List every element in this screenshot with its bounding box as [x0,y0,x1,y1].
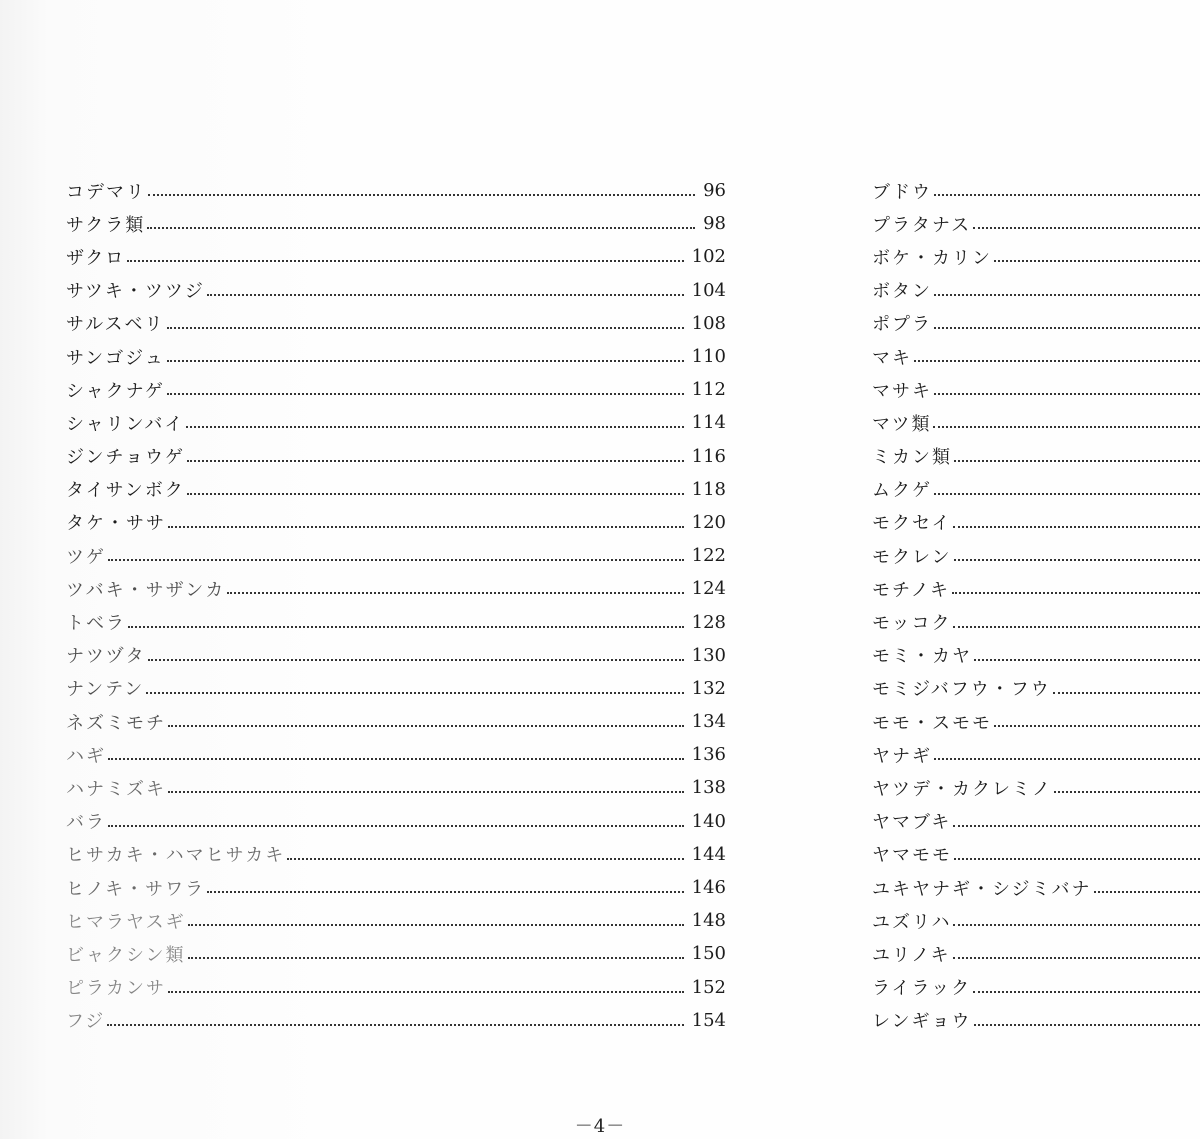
toc-entry-title: バラ [66,812,106,834]
toc-entry [872,506,1200,539]
toc-entry [872,771,1200,804]
toc-entry-title: ヤナギ [872,745,932,767]
toc-entry-title: ヤマモモ [872,845,952,867]
dot-leader [186,425,683,428]
dot-leader [127,259,683,262]
toc-entry [872,572,1200,605]
dot-leader [934,757,1200,760]
toc-right-column [872,174,1200,1037]
toc-entry-page: 96 [703,180,726,202]
dot-leader [933,425,1200,428]
toc-entry [66,440,726,473]
toc-entry [872,838,1200,871]
toc-entry [66,307,726,340]
toc-entry [66,605,726,638]
dot-leader [974,658,1200,661]
dot-leader [953,956,1200,959]
toc-entry-title: モミジバフウ・フウ [872,679,1051,701]
dot-leader [108,824,684,827]
dot-leader [954,558,1200,561]
toc-entry-page: 124 [691,578,726,600]
toc-entry [66,639,726,672]
toc-entry [872,705,1200,738]
toc-entry [66,871,726,904]
toc-entry-title: ムクゲ [872,480,932,502]
toc-entry-title: モッコク [872,613,952,635]
toc-entry-title: ヒノキ・サワラ [66,878,206,900]
toc-entry-page: 118 [691,478,726,500]
dot-leader [148,193,695,196]
toc-entry-page: 150 [691,943,726,965]
dot-leader [973,226,1200,229]
dot-leader [107,1023,683,1026]
toc-entry-page: 104 [691,279,726,301]
toc-entry [66,340,726,373]
toc-entry [66,473,726,506]
page-number: －4－ [574,1116,626,1137]
toc-entry [872,307,1200,340]
dot-leader [1094,890,1200,893]
toc-entry-page: 152 [691,976,726,998]
toc-entry-page: 130 [691,644,726,666]
toc-entry [66,904,726,937]
toc-entry [872,406,1200,439]
toc-entry-title: ナツヅタ [66,646,146,668]
toc-entry [872,240,1200,273]
toc-entry [66,937,726,970]
toc-entry [872,971,1200,1004]
toc-entry-title: ボタン [872,281,932,303]
toc-entry-page: 148 [691,910,726,932]
toc-entry-title: ヒサカキ・ハマヒサカキ [66,845,286,867]
toc-entry [66,207,726,240]
toc-entry [66,1004,726,1037]
toc-entry-page: 98 [703,213,726,235]
toc-entry [66,174,726,207]
toc-entry-page: 154 [691,1009,726,1031]
toc-entry-title: ナンテン [66,679,145,701]
dot-leader [108,757,684,760]
toc-entry-title: サルスベリ [66,314,165,336]
toc-entry [872,440,1200,473]
toc-entry-title: ブドウ [872,181,932,203]
toc-entry-title: ボケ・カリン [872,247,992,269]
toc-entry [872,473,1200,506]
toc-entry-page: 136 [691,744,726,766]
dot-leader [994,259,1200,262]
toc-entry-page: 128 [691,611,726,633]
toc-entry [872,639,1200,672]
toc-entry-title: モモ・スモモ [872,712,992,734]
dot-leader [934,326,1200,329]
toc-entry-page: 138 [691,777,726,799]
toc-entry [66,274,726,307]
toc-entry-page: 102 [691,246,726,268]
dot-leader [953,824,1200,827]
toc-entry [66,406,726,439]
toc-entry-page: 108 [691,312,726,334]
dot-leader [187,459,684,462]
dot-leader [187,492,684,495]
dot-leader [207,890,684,893]
toc-entry-title: ポプラ [872,314,932,336]
dot-leader [128,625,684,628]
toc-entry-title: サンゴジュ [66,347,165,369]
toc-entry-title: ツバキ・サザンカ [66,579,226,601]
toc-entry-title: ユリノキ [872,944,951,966]
dot-leader [168,525,684,528]
dot-leader [934,492,1200,495]
dot-leader [108,558,684,561]
toc-entry-title: タイサンボク [66,480,185,502]
toc-entry-title: モクセイ [872,513,952,535]
toc-entry-title: ミカン類 [872,447,952,469]
toc-entry-title: ライラック [872,978,972,1000]
toc-entry-page: 146 [691,877,726,899]
toc-entry [872,539,1200,572]
toc-entry-page: 112 [691,379,726,401]
toc-entry [66,705,726,738]
toc-entry-title: シャクナゲ [66,380,165,402]
toc-entry [66,771,726,804]
toc-entry [872,373,1200,406]
dot-leader [147,226,695,229]
toc-entry-title: ジンチョウゲ [66,447,186,469]
toc-entry-title: モミ・カヤ [872,646,972,668]
toc-entry [66,738,726,771]
toc-entry [66,373,726,406]
toc-entry [872,174,1200,207]
toc-entry [872,274,1200,307]
dot-leader [148,658,684,661]
toc-entry-page: 132 [691,677,726,699]
toc-entry-title: ザクロ [66,247,126,269]
toc-entry-title: タケ・ササ [66,513,166,535]
toc-entry-title: ビャクシン類 [66,944,186,966]
toc-entry-page: 116 [691,445,726,467]
toc-entry [66,506,726,539]
dot-leader [953,923,1200,926]
toc-entry-page: 114 [691,412,726,434]
dot-leader [188,923,684,926]
dot-leader [954,857,1200,860]
dot-leader [287,857,683,860]
toc-entry [872,207,1200,240]
toc-entry-title: マサキ [872,380,932,402]
toc-entry [872,738,1200,771]
dot-leader [207,293,684,296]
toc-entry-title: ヒマラヤスギ [66,911,186,933]
dot-leader [974,1023,1200,1026]
dot-leader [954,459,1200,462]
dot-leader [167,359,684,362]
toc-entry-title: ヤマブキ [872,812,952,834]
toc-entry-title: ハナミズキ [66,778,166,800]
toc-entry [872,904,1200,937]
toc-entry-title: レンギョウ [872,1011,972,1033]
dot-leader [934,293,1200,296]
toc-entry [872,1004,1200,1037]
toc-entry [872,871,1200,904]
dot-leader [146,691,683,694]
toc-left-column [66,174,726,1037]
toc-entry-title: ピラカンサ [66,978,166,1000]
dot-leader [168,790,684,793]
toc-entry-title: ネズミモチ [66,712,166,734]
dot-leader [934,392,1200,395]
toc-entry-page: 122 [691,545,726,567]
toc-entry-title: マツ類 [872,413,932,435]
toc-entry-title: ハギ [66,745,106,767]
toc-entry [872,805,1200,838]
toc-entry-title: モクレン [872,546,952,568]
toc-entry-title: ヤツデ・カクレミノ [872,778,1052,800]
toc-entry-page: 110 [691,346,726,368]
dot-leader [167,392,684,395]
toc-entry [66,539,726,572]
toc-entry-title: トベラ [66,613,126,635]
toc-entry [872,672,1200,705]
toc-entry [872,937,1200,970]
toc-entry [872,340,1200,373]
toc-entry-title: モチノキ [872,579,951,601]
toc-entry-title: プラタナス [872,214,972,236]
toc-entry [66,838,726,871]
dot-leader [188,956,684,959]
toc-entry-page: 134 [691,711,726,733]
dot-leader [1054,790,1200,793]
dot-leader [168,724,684,727]
toc-entry [872,605,1200,638]
toc-entry-page: 140 [691,810,726,832]
toc-entry [66,572,726,605]
dot-leader [952,591,1200,594]
dot-leader [167,326,684,329]
dot-leader [227,591,683,594]
dot-leader [914,359,1200,362]
dot-leader [168,990,684,993]
toc-entry-page: 120 [691,511,726,533]
toc-entry-title: マキ [872,347,912,369]
toc-entry-title: コデマリ [66,181,146,203]
dot-leader [953,525,1200,528]
toc-entry-title: サツキ・ツツジ [66,281,205,303]
toc-entry-title: ツゲ [66,546,106,568]
toc-entry-title: サクラ類 [66,214,146,236]
toc-entry [66,805,726,838]
dot-leader [934,193,1200,196]
toc-entry-title: フジ [66,1011,106,1033]
dot-leader [994,724,1200,727]
toc-entry-title: ユキヤナギ・シジミバナ [872,878,1092,900]
toc-entry-page: 144 [691,843,726,865]
toc-entry-title: ユズリハ [872,911,952,933]
toc-entry-title: シャリンバイ [66,413,185,435]
toc-entry [66,971,726,1004]
dot-leader [953,625,1200,628]
dot-leader [1053,691,1200,694]
toc-entry [66,672,726,705]
toc-entry [66,240,726,273]
dot-leader [973,990,1200,993]
